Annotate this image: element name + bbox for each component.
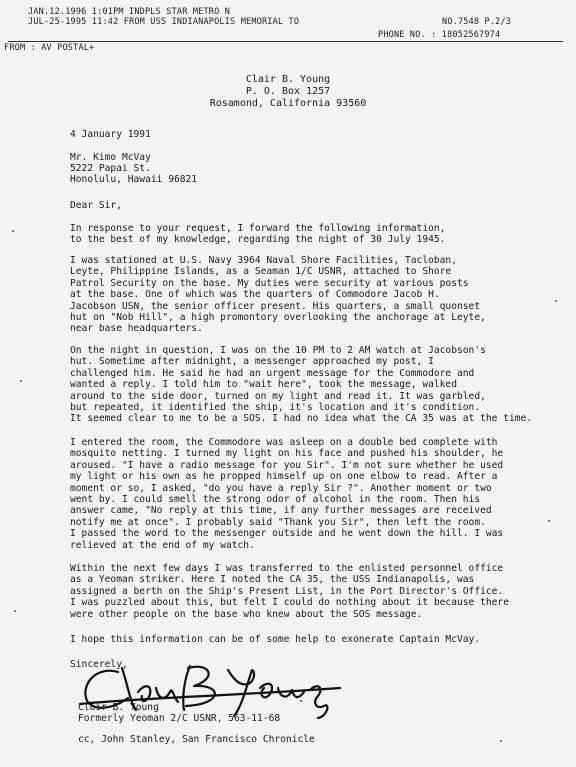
paragraph-line: On the night in question, I was on the 10 PM to 2 AM watch at Jacobson's: [70, 345, 486, 356]
fax-from: FROM : AV POSTAL+: [4, 43, 95, 53]
letter-date: 4 January 1991: [70, 129, 151, 140]
paragraph-line: I was stationed at U.S. Navy 3964 Naval Shore Facilities, Tacloban,: [70, 255, 457, 266]
recipient-city: Honolulu, Hawaii 96821: [70, 174, 198, 185]
paragraph-line: challenged him. He said he had an urgent message for the Commodore and: [70, 367, 475, 379]
sender-po-box: P. O. Box 1257: [245, 86, 331, 97]
paragraph-3: [70, 345, 550, 425]
paragraph-line: were other people on the base who knew about the SOS message.: [70, 608, 423, 620]
paragraph-line: I entered the room, the Commodore was asleep on a double bed complete with: [70, 437, 498, 448]
paragraph-line: went by. I could smell the strong odor of alcohol in the room. Then his: [70, 494, 481, 506]
scan-speck: [14, 610, 16, 612]
paragraph-line: I passed the word to the messenger outside and he went down the hill. I was: [70, 528, 504, 540]
closing: Sincerely,: [70, 659, 128, 670]
paragraph-line: Leyte, Philippine Islands, as a Seaman 1/C USNR, attached to Shore: [70, 266, 452, 278]
scan-speck: [20, 380, 22, 382]
fax-date-line-1: JAN.12.1996 1:01PM INDPLS STAR METRO N: [28, 7, 231, 17]
paragraph-line: wanted a reply. I told him to "wait here", took the message, walked: [70, 379, 457, 391]
fax-header-rule: [8, 41, 563, 42]
paragraph-1: [70, 223, 550, 246]
paragraph-line: mosquito netting. I turned my light on his face and pushed his shoulder, he: [70, 448, 504, 460]
signer-title: Formerly Yeoman 2/C USNR, 563-11-68: [78, 713, 281, 724]
paragraph-line: relieved at the end of my watch.: [70, 539, 255, 551]
recipient-street: 5222 Papai St.: [70, 163, 151, 174]
scan-speck: [12, 230, 14, 232]
paragraph-line: aroused. "I have a radio message for you Sir". I'm not sure whether he used: [70, 459, 504, 471]
paragraph-line: my light or his own as he propped himself up on one elbow to read. After a: [70, 471, 498, 483]
paragraph-line: hut. Sometime after midnight, a messenger approached my post, I: [70, 356, 434, 368]
paragraph-line: as a Yeoman striker. Here I noted the CA 35, the USS Indianapolis, was: [70, 574, 475, 586]
salutation: Dear Sir,: [70, 200, 122, 211]
paragraph-line: assigned a berth on the Ship's Present List, in the Port Director's Office.: [70, 585, 504, 597]
paragraph-line: near base headquarters.: [70, 323, 203, 335]
paragraph-line: answer came, "No reply at this time, if any further messages are received: [70, 505, 492, 517]
paragraph-line: Patrol Security on the base. My duties were security at various posts: [70, 277, 469, 289]
paragraph-line: Jacobson USN, the senior officer present. His quarters, a small quonset: [70, 300, 481, 312]
paragraph-line: In response to your request, I forward the following information,: [70, 223, 446, 234]
paragraph-5: [70, 563, 550, 620]
scan-speck: [555, 300, 557, 302]
paragraph-line: I hope this information can be of some help to exonerate Captain McVay.: [70, 634, 481, 645]
paragraph-line: hut on "Nob Hill", a high promontory overlooking the anchorage at Leyte,: [70, 312, 486, 324]
paragraph-line: at the base. One of which was the quarters of Commodore Jacob H.: [70, 289, 440, 301]
paragraph-line: notify me at once". I probably said "Thank you Sir", then left the room.: [70, 516, 486, 528]
paragraph-line: Within the next few days I was transferred to the enlisted personnel office: [70, 563, 504, 574]
fax-date-line-2: JUL-25-1995 11:42 FROM USS INDIANAPOLIS MEMORIAL TO: [28, 17, 300, 27]
typed-name: Clair B. Young: [78, 702, 159, 713]
sender-city: Rosamond, California 93560: [209, 98, 367, 109]
paragraph-line: moment or so, I asked, "do you have a reply Sir ?". Another moment or two: [70, 482, 492, 494]
paragraph-4: [70, 437, 550, 551]
paragraph-line: I was puzzled about this, but felt I could do nothing about it because there: [70, 597, 509, 609]
scan-speck: [500, 740, 502, 742]
scan-speck: [548, 520, 550, 522]
paragraph-6: [70, 634, 550, 645]
paragraph-2: [70, 255, 550, 335]
paragraph-line: to the best of my knowledge, regarding the night of 30 July 1945.: [70, 234, 446, 246]
paragraph-line: It seemed clear to me to be a SOS. I had no idea what the CA 35 was at the time.: [70, 413, 533, 425]
fax-phone-number: PHONE NO. : 18052567974: [378, 30, 501, 40]
fax-page-number: NO.7548 P.2/3: [442, 17, 512, 27]
paragraph-line: around to the side door, turned on my light and read it. It was garbled,: [70, 390, 486, 402]
sender-name: Clair B. Young: [245, 74, 331, 85]
paragraph-line: but repeated, it identified the ship, it's location and it's condition.: [70, 402, 481, 414]
carbon-copy: cc, John Stanley, San Francisco Chronicle: [78, 734, 315, 745]
scan-speck: [300, 700, 302, 702]
recipient-name: Mr. Kimo McVay: [70, 152, 151, 163]
